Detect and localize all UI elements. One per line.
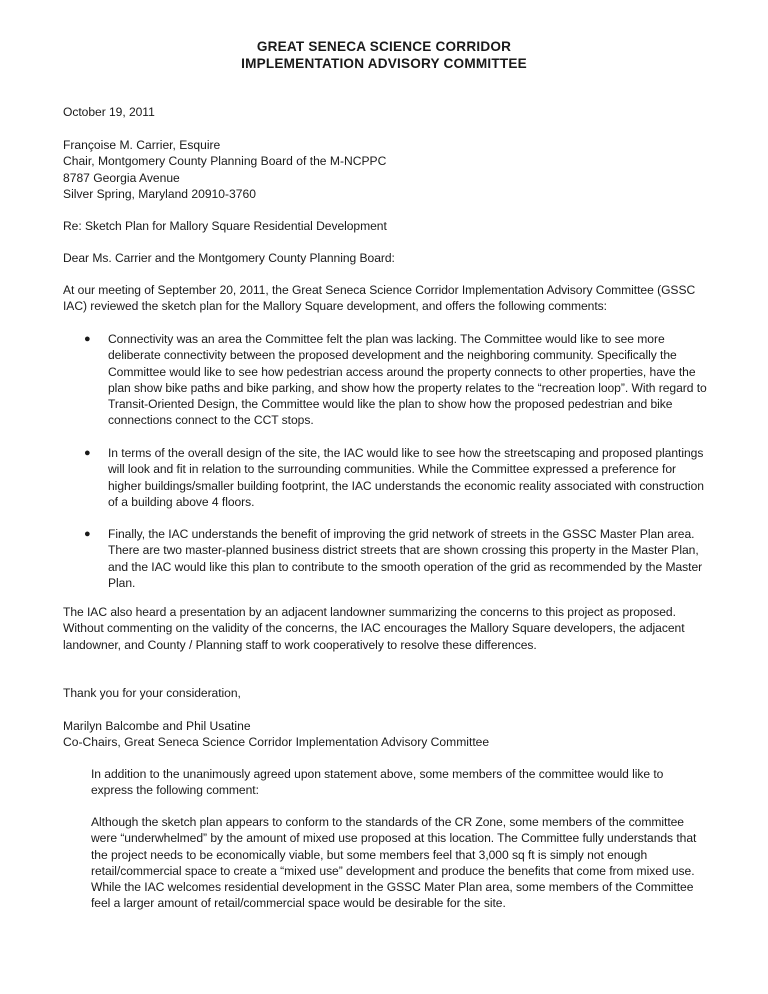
bullet-glyph: ● [84,528,91,540]
closing: Thank you for your consideration, [63,686,241,700]
signature-title: Co-Chairs, Great Seneca Science Corridor Implementation Advisory Committee [63,735,490,750]
recipient-address [63,137,708,202]
bullet-glyph: ● [84,333,91,345]
recipient-title: Chair, Montgomery County Planning Board of the M-NCPPC [63,154,387,169]
salutation: Dear Ms. Carrier and the Montgomery County Planning Board: [63,251,395,265]
bullet-text: In terms of the overall design of the site, the IAC would like to see how the streetscaping and proposed plantings will look and fit in relation to the surrounding communities. While the Committee expressed a preference for higher buildings/smaller building footprint, the IAC understands the economic reality associated with construction of a building above 4 floors. [108,446,704,509]
recipient-city: Silver Spring, Maryland 20910-3760 [63,186,256,201]
bullet-glyph: ● [84,447,91,459]
addendum-body: Although the sketch plan appears to conform to the standards of the CR Zone, some members of the committee were “underwhelmed” by the amount of mixed use proposed at this location. The Committee fully understands that the project needs to be economically viable, but some members feel that 3,000 sq ft is simply not enough retail/commercial space to create a “mixed use” development and produce the benefits that come from mixed use. While the IAC welcomes residential development in the GSSC Mater Plan area, some members of the Committee feel a larger amount of retail/commercial space would be desirable for the site. [91,815,697,911]
bullet-text: Connectivity was an area the Committee felt the plan was lacking. The Committee would like to see more deliberate connectivity between the proposed development and the neighboring community. Specifically the Committee would like to see how pedestrian access around the property connects to other properties, have the plan show bike paths and bike parking, and show how the property relates to the “recreation loop”. With regard to Transit-Oriented Design, the Committee would like the plan to show how the proposed pedestrian and bike connections connect to the CCT stops. [108,332,707,428]
intro-paragraph: At our meeting of September 20, 2011, the Great Seneca Science Corridor Implementation Advisory Committee (GSSC IAC) reviewed the sketch plan for the Mallory Square development, and offers the following comments: [63,283,696,314]
letterhead [0,38,768,72]
signature-block [63,718,708,751]
addendum-intro: In addition to the unanimously agreed upon statement above, some members of the committee would like to express the following comment: [91,767,664,798]
signature-names: Marilyn Balcombe and Phil Usatine [63,719,251,733]
recipient-name: Françoise M. Carrier, Esquire [63,138,221,152]
landowner-paragraph: The IAC also heard a presentation by an adjacent landowner summarizing the concerns to this project as proposed. Without commenting on the validity of the concerns, the IAC encourages the Mallory Square developers, the adjacent landowner, and County / Planning staff to work cooperatively to resolve these differences. [63,605,685,652]
letterhead-line-1: GREAT SENECA SCIENCE CORRIDOR [256,39,512,54]
letter-date: October 19, 2011 [63,105,155,119]
letterhead-line-2: IMPLEMENTATION ADVISORY COMMITTEE [241,56,527,71]
re-line: Re: Sketch Plan for Mallory Square Residential Development [63,219,387,233]
bullet-text: Finally, the IAC understands the benefit of improving the grid network of streets in the GSSC Master Plan area. There are two master-planned business district streets that are shown crossing this property in the Master Plan, and the IAC would like this plan to contribute to the smooth operation of the grid as recommended by the Master Plan. [108,527,703,590]
recipient-street: 8787 Georgia Avenue [63,170,180,185]
